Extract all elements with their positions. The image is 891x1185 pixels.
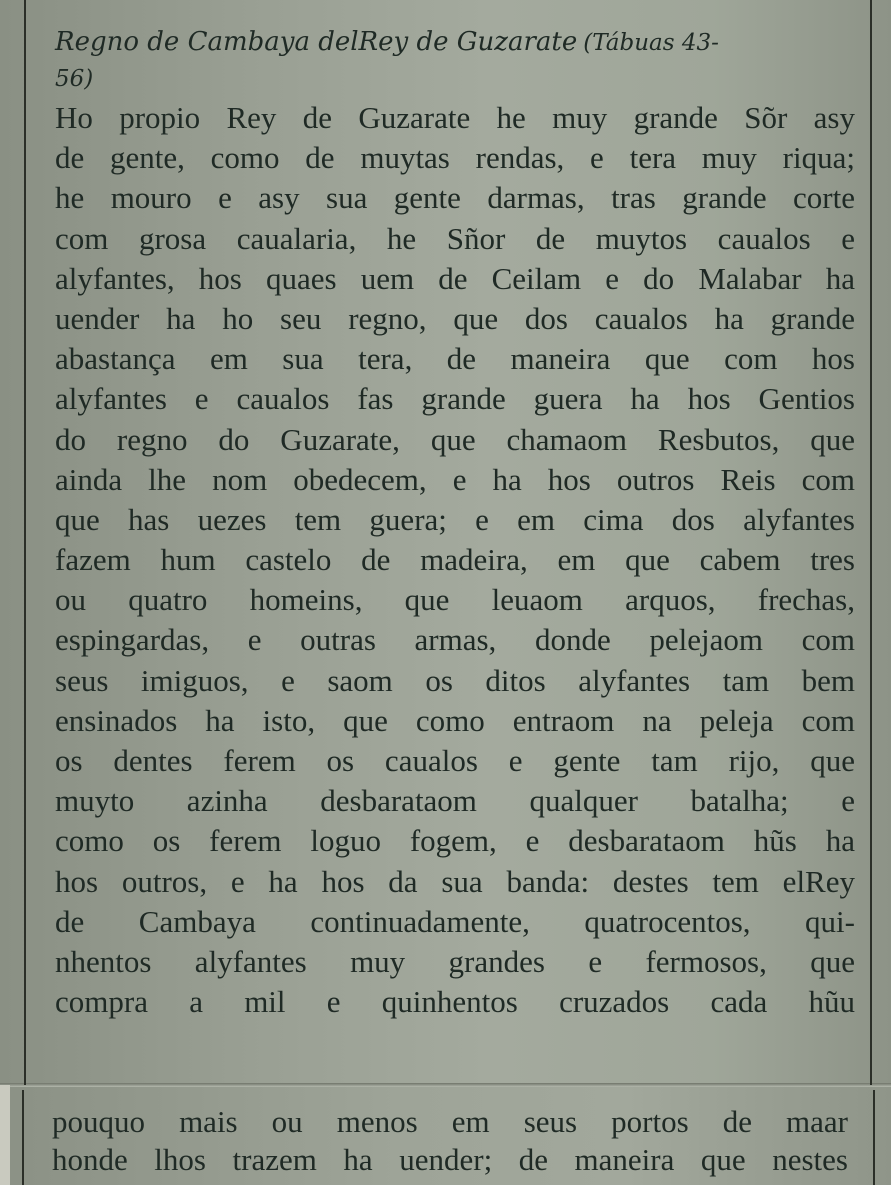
heading-reference-continued: 56) <box>55 66 94 92</box>
text-line: como os ferem loguo fogem, e desbarataom hũs ha <box>55 823 855 859</box>
text-line: que has uezes tem guera; e em cima dos alyfantes <box>55 501 855 537</box>
left-margin-rule-lower <box>22 1090 24 1185</box>
text-line: nhentos alyfantes muy grandes e fermosos, que <box>55 943 855 979</box>
text-line: fazem hum castelo de madeira, em que cabem tres <box>55 542 855 578</box>
left-margin-rule <box>24 0 26 1085</box>
text-line: compra a mil e quinhentos cruzados cada hũu <box>55 984 855 1020</box>
text-line: espingardas, e outras armas, donde pelejaom com <box>55 622 855 658</box>
right-margin-rule-lower <box>873 1090 875 1185</box>
continuation-paragraph <box>52 1103 848 1179</box>
right-margin-rule <box>870 0 872 1085</box>
text-line: alyfantes e caualos fas grande guera ha hos Gentios <box>55 381 855 417</box>
text-line: ainda lhe nom obedecem, e ha hos outros Reis com <box>55 461 855 497</box>
text-line: com grosa caualaria, he Sñor de muytos caualos e <box>55 220 855 256</box>
text-line: honde lhos trazem ha uender; de maneira que nestes <box>52 1142 848 1177</box>
text-line: Ho propio Rey de Guzarate he muy grande Sõr asy <box>55 100 855 135</box>
text-line: hos outros, e ha hos da sua banda: destes tem elRey <box>55 863 855 899</box>
heading-reference: (Tábuas 43- <box>583 30 719 56</box>
section-heading <box>55 24 855 97</box>
page-edge <box>0 1085 10 1185</box>
text-line: pouquo mais ou menos em seus portos de maar <box>52 1104 848 1139</box>
text-line: do regno do Guzarate, que chamaom Resbutos, que <box>55 421 855 457</box>
text-line: alyfantes, hos quaes uem de Ceilam e do Malabar ha <box>55 260 855 296</box>
page-fold-seam <box>0 1083 891 1087</box>
text-line: de gente, como de muytas rendas, e tera muy riqua; <box>55 140 855 176</box>
text-line: ensinados ha isto, que como entraom na peleja com <box>55 702 855 738</box>
text-line: abastança em sua tera, de maneira que com hos <box>55 341 855 377</box>
text-line: seus imiguos, e saom os ditos alyfantes tam bem <box>55 662 855 698</box>
text-line: ou quatro homeins, que leuaom arquos, frechas, <box>55 582 855 618</box>
heading-title: Regno de Cambaya delRey de Guzarate <box>55 27 578 57</box>
text-line: muyto azinha desbarataom qualquer batalha; e <box>55 783 855 819</box>
body-paragraph <box>55 98 855 1022</box>
text-line: de Cambaya continuadamente, quatrocentos, qui- <box>55 903 855 939</box>
text-line: uender ha ho seu regno, que dos caualos ha grande <box>55 300 855 336</box>
text-line: os dentes ferem os caualos e gente tam rijo, que <box>55 743 855 778</box>
text-line: he mouro e asy sua gente darmas, tras grande corte <box>55 180 855 216</box>
